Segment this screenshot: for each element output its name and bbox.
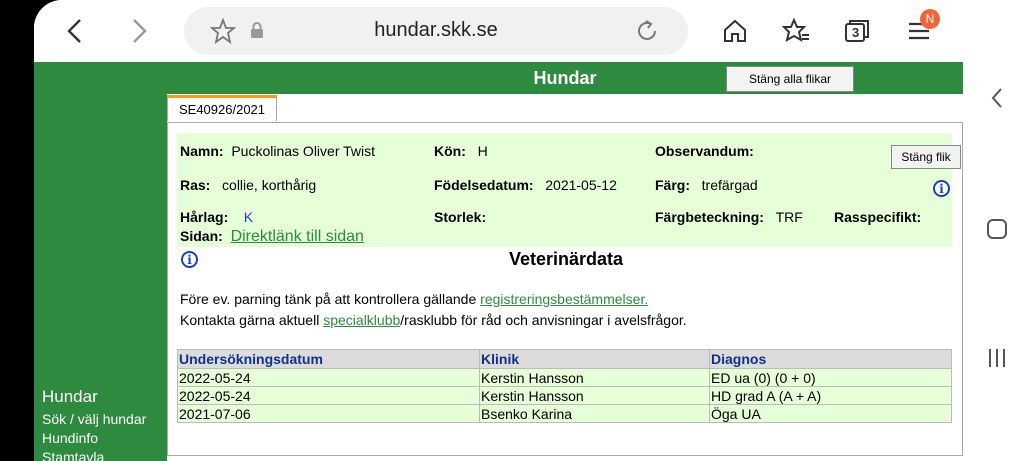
vet-note-1: Före ev. parning tänk på att kontrollera gällande (180, 291, 481, 307)
menu-icon[interactable] (902, 14, 936, 48)
table-header-row (178, 350, 952, 369)
dog-birthdate: 2021-05-12 (545, 177, 617, 193)
name-label: Namn: (180, 143, 224, 159)
direct-link[interactable]: Direktlänk till sidan (230, 228, 364, 245)
info-icon[interactable]: i (933, 180, 950, 197)
tabs-count: 3 (852, 25, 860, 40)
cell-diagnosis: Öga UA (710, 405, 952, 423)
page-header (167, 62, 963, 94)
vet-note-2-end: /rasklubb för råd och anvisningar i avelsfrågor. (400, 312, 687, 328)
breed-label: Ras: (180, 177, 211, 193)
url-text[interactable]: hundar.skk.se (374, 19, 498, 41)
profile-badge: N (920, 9, 940, 29)
close-tab-button[interactable]: Stäng flik (891, 145, 961, 169)
cell-date: 2022-05-24 (178, 387, 480, 405)
vet-title: Veterinärdata (508, 249, 624, 269)
specialty-club-link[interactable]: specialklubb (323, 312, 401, 328)
bookmarks-icon[interactable] (779, 14, 813, 48)
browser-toolbar (34, 0, 969, 62)
forward-icon[interactable] (122, 14, 156, 48)
registration-rules-link[interactable]: registreringsbestämmelser. (480, 291, 649, 307)
address-bar[interactable] (184, 7, 688, 55)
dog-breed: collie, korthårig (222, 177, 317, 193)
vet-info-icon[interactable]: i (181, 251, 198, 268)
page-label: Sidan: (180, 228, 223, 244)
system-nav-bar (969, 0, 1024, 461)
dog-name: Puckolinas Oliver Twist (231, 143, 376, 159)
table-row (178, 387, 952, 405)
table-row (178, 369, 952, 387)
tabs-icon[interactable] (840, 14, 874, 48)
col-diagnosis: Diagnos (710, 350, 952, 369)
reload-icon[interactable] (634, 18, 660, 49)
cell-clinic: Bsenko Karina (480, 405, 710, 423)
size-label: Storlek: (434, 209, 487, 225)
cell-diagnosis: HD grad A (A + A) (710, 387, 952, 405)
sidebar-item-doginfo[interactable]: Hundinfo (42, 430, 99, 446)
dog-coat: K (243, 209, 254, 225)
home-icon[interactable] (718, 14, 752, 48)
close-all-tabs-button[interactable]: Stäng alla flikar (726, 66, 854, 92)
browser-screen (34, 0, 969, 461)
sidebar-item-pedigree[interactable]: Stamtavla (42, 449, 105, 461)
color-label: Färg: (655, 177, 690, 193)
dog-panel (167, 122, 963, 456)
table-row (178, 405, 952, 423)
sidebar-title[interactable]: Hundar (42, 387, 98, 406)
dog-sex: H (477, 143, 488, 159)
birth-label: Födelsedatum: (434, 177, 534, 193)
cell-diagnosis: ED ua (0) (0 + 0) (710, 369, 952, 387)
system-recents-icon[interactable] (969, 347, 1024, 374)
sidebar (34, 62, 167, 461)
dog-color-code: TRF (775, 209, 803, 225)
cell-clinic: Kerstin Hansson (480, 369, 710, 387)
page-title: Hundar (533, 68, 597, 88)
system-back-icon[interactable] (969, 86, 1024, 115)
vet-table (177, 349, 952, 423)
breed-specific-label: Rasspecifikt: (834, 209, 922, 225)
sex-label: Kön: (434, 143, 466, 159)
tab-dog-record[interactable]: SE40926/2021 (167, 95, 277, 121)
vet-note-2: Kontakta gärna aktuell (180, 312, 324, 328)
col-exam-date: Undersökningsdatum (178, 350, 480, 369)
col-clinic: Klinik (480, 350, 710, 369)
observandum-label: Observandum: (655, 143, 754, 159)
dog-info (177, 133, 952, 247)
system-home-icon[interactable] (969, 218, 1024, 245)
cell-clinic: Kerstin Hansson (480, 387, 710, 405)
cell-date: 2022-05-24 (178, 369, 480, 387)
sidebar-item-search[interactable]: Sök / välj hundar (42, 411, 147, 427)
coat-label: Hårlag: (180, 209, 229, 225)
back-icon[interactable] (58, 14, 92, 48)
dog-color: trefärgad (701, 177, 758, 193)
cell-date: 2021-07-06 (178, 405, 480, 423)
color-code-label: Färgbeteckning: (655, 209, 764, 225)
web-page (34, 62, 969, 461)
